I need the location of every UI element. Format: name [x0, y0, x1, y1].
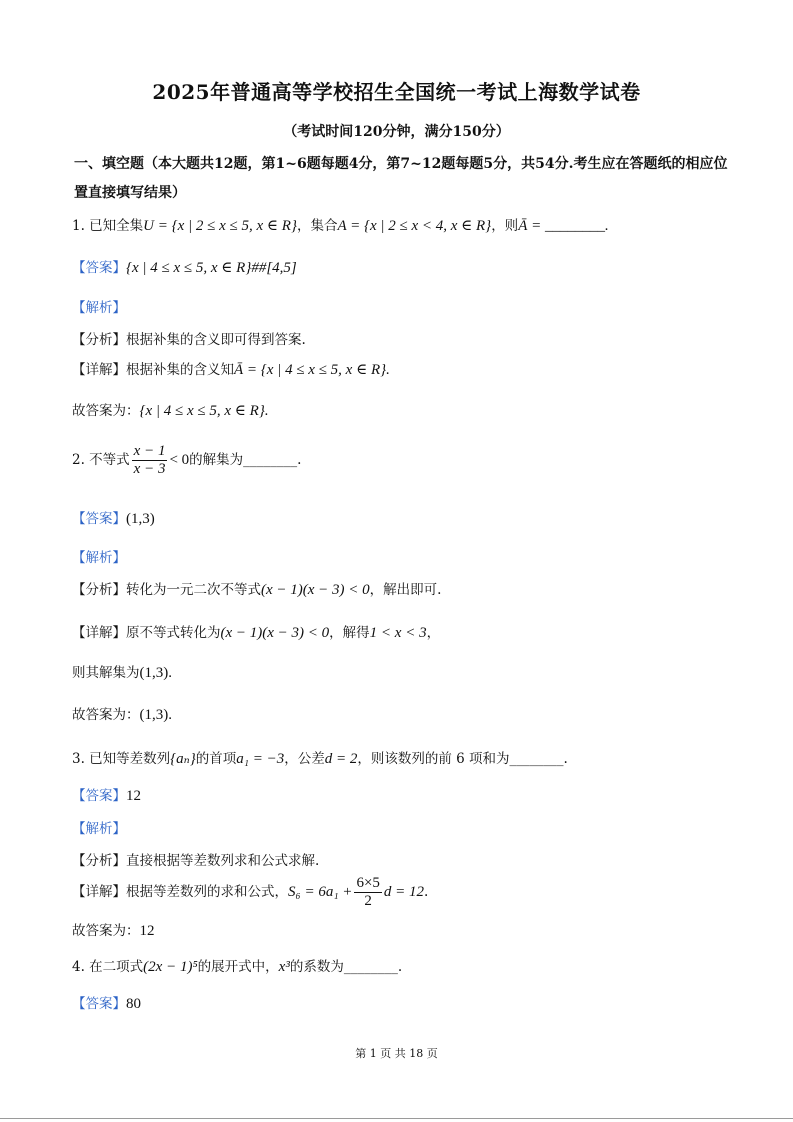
q4-stem: 4. 在二项式(2x − 1)⁵的展开式中，x³的系数为________.	[72, 959, 403, 975]
q1-stem: 1. 已知全集U = {x | 2 ≤ x ≤ 5, x ∈ R}，集合A = {x | 2 ≤ x < 4, x ∈ R}，则Ā = ________.	[72, 218, 609, 234]
set-A: A = {x | 2 ≤ x < 4, x ∈ R}	[337, 218, 492, 234]
q3-detail: 【详解】根据等差数列的求和公式，S₆ = 6a₁ + $\frac{6\times 5}{2}$ d = 12.	[72, 875, 429, 909]
q3-stem: 3. 已知等差数列{aₙ}的首项a₁ = −3，公差d = 2，则该数列的前 6 项和为________.	[72, 751, 568, 767]
set-U: U = {x | 2 ≤ x ≤ 5, x ∈ R}	[143, 218, 297, 234]
q2-final: 故答案为：(1,3).	[72, 707, 172, 723]
q2-then: 则其解集为(1,3).	[72, 665, 172, 681]
q2-detail: 【详解】原不等式转化为(x − 1)(x − 3) < 0，解得1 < x < 3，	[72, 625, 441, 641]
page-number: 第 1 页 共 18 页	[355, 1047, 438, 1060]
exam-info: （考试时间120分钟，满分150分）	[283, 124, 510, 140]
analysis-tag: 【解析】	[72, 550, 126, 566]
q4-answer: 【答案】80	[72, 996, 141, 1012]
analysis-tag: 【解析】	[72, 300, 126, 316]
section-heading: 一、填空题（本大题共12题，第1~6题每题4分，第7~12题每题5分，共54分.考生应在答题纸的相应位置直接填写结果）	[74, 156, 728, 201]
q1-analysis-tag	[72, 296, 126, 316]
fraction: $\frac{6\times 5}{2}$	[356, 875, 380, 909]
q3-final: 故答案为：12	[72, 923, 155, 939]
q1-detail: 【详解】根据补集的含义知Ā = {x | 4 ≤ x ≤ 5, x ∈ R}.	[72, 362, 390, 378]
q1-analyze: 【分析】根据补集的含义即可得到答案.	[72, 332, 306, 348]
page-divider	[0, 1118, 793, 1119]
q1-answer: 【答案】{x | 4 ≤ x ≤ 5, x ∈ R}##[4,5]	[72, 260, 297, 276]
answer-tag: 【答案】	[72, 260, 126, 276]
analysis-tag: 【解析】	[72, 821, 126, 837]
q2-analyze: 【分析】转化为一元二次不等式(x − 1)(x − 3) < 0，解出即可.	[72, 582, 442, 598]
q2-answer: 【答案】(1,3)	[72, 511, 155, 527]
answer-tag: 【答案】	[72, 788, 126, 804]
q2-analysis-tag	[72, 546, 126, 566]
fraction: $\frac{x - 1}{x - 3}$	[133, 443, 166, 477]
q3-analyze: 【分析】直接根据等差数列求和公式求解.	[72, 853, 320, 869]
answer-tag: 【答案】	[72, 511, 126, 527]
answer-tag: 【答案】	[72, 996, 126, 1012]
q2-stem: 2. 不等式 $\frac{x - 1}{x - 3}$ < 0的解集为________.	[72, 443, 302, 477]
q3-answer: 【答案】12	[72, 788, 141, 804]
q1-final: 故答案为：{x | 4 ≤ x ≤ 5, x ∈ R}.	[72, 403, 269, 419]
q3-analysis-tag	[72, 817, 126, 837]
complement-blank: Ā = ________.	[518, 218, 609, 234]
page-title: 2025年普通高等学校招生全国统一考试上海数学试卷	[152, 80, 641, 104]
